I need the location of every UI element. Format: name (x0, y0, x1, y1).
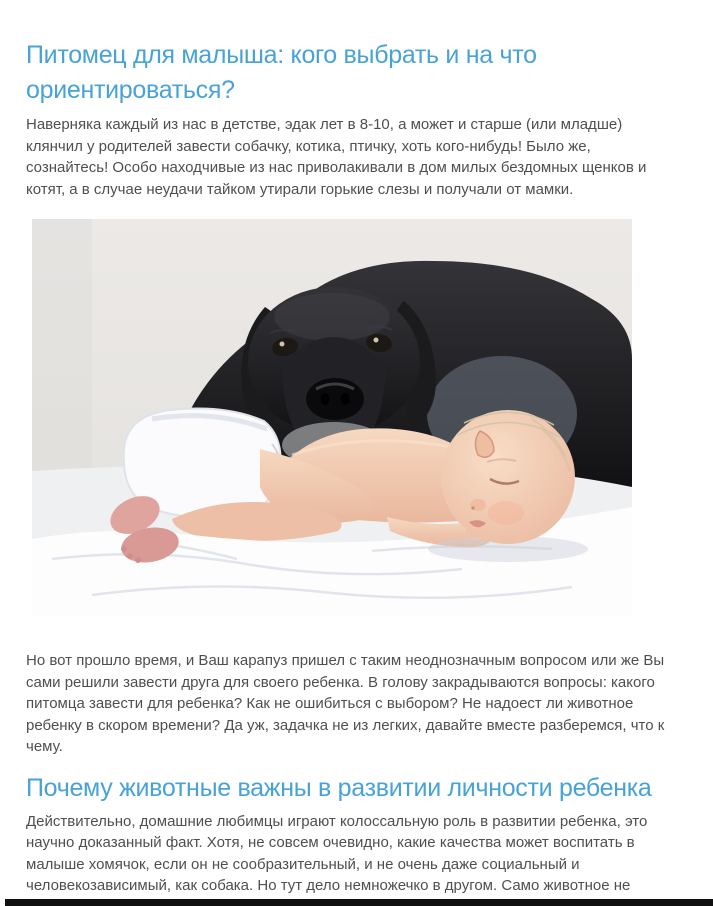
after-image-paragraph: Но вот прошло время, и Ваш карапуз пришел с таким неоднозначным вопросом или же Вы сами решили завести друга для своего ребенка. В голову закрадываются вопросы: какого питомца завести для ребенка? Как не ошибиться с выбором? Не надоест ли животное ребенку в скором времени? Да уж, задачка не из легких, давайте вместе разберемся, что к чему. (26, 652, 665, 755)
intro-paragraph: Наверняка каждый из нас в детстве, эдак лет в 8-10, а может и старше (или младше) клянчил у родителей завести собачку, котика, птичку, хоть кого-нибудь! Было же, сознайтесь! Особо находчивые из нас приволакивали в дом милых бездомных щенков и котят, а в случае неудачи тайком утирали горькие слезы и получали от мамки. (26, 116, 647, 198)
article-photo (32, 219, 632, 617)
section-heading: Почему животные важны в развитии личности ребенка (26, 773, 652, 802)
bottom-cutoff-bar (5, 899, 713, 906)
page-title: Питомец для малыша: кого выбрать и на что ориентироваться? (26, 41, 537, 104)
dog-and-baby-illustration (32, 219, 632, 617)
section-paragraph: Действительно, домашние любимцы играют колоссальную роль в развитии ребенка, это научно доказанный факт. Хотя, не совсем очевидно, какие качества может воспитать в малыше хомячок, если он не сообразительный, и не очень даже социальный и человекозависимый, как собака. Но тут дело немножечко в другом. Само животное не (26, 812, 648, 894)
